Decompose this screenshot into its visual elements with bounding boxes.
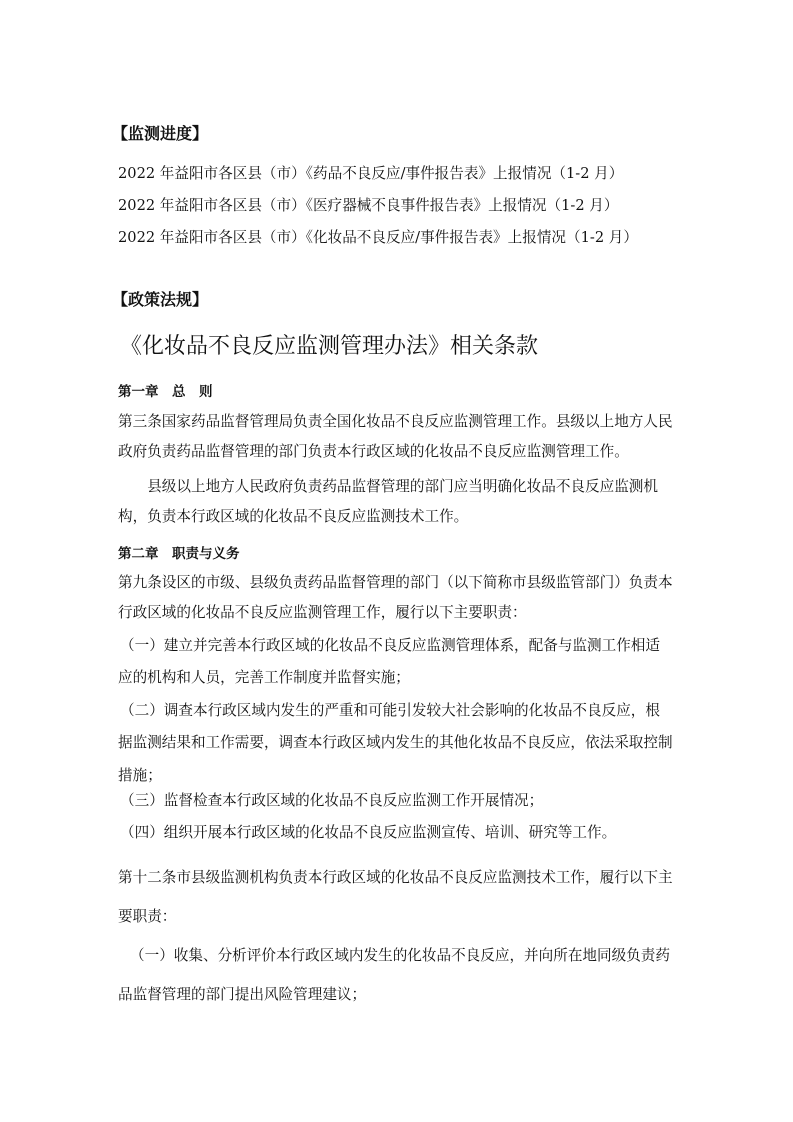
paragraph-line: 据监测结果和工作需要，调查本行政区域内发生的其他化妆品不良反应，依法采取控制 [118,734,673,751]
paragraph-line: 行政区域的化妆品不良反应监测管理工作，履行以下主要职责： [118,604,527,621]
paragraph-line: 措施； [118,767,162,784]
paragraph-line: 要职责： [118,908,177,925]
document-title: 《化妆品不良反应监测管理办法》相关条款 [120,334,539,359]
report-link-device[interactable]: 2022 年益阳市各区县（市）《医疗器械不良事件报告表》上报情况（1-2 月） [118,197,619,214]
report-link-cosmetic[interactable]: 2022 年益阳市各区县（市）《化妆品不良反应/事件报告表》上报情况（1-2 月） [118,229,638,246]
paragraph-line: 构，负责本行政区域的化妆品不良反应监测技术工作。 [118,508,469,525]
paragraph-line: （一）收集、分析评价本行政区域内发生的化妆品不良反应，并向所在地同级负责药 [130,947,670,964]
report-link-drug[interactable]: 2022 年益阳市各区县（市）《药品不良反应/事件报告表》上报情况（1-2 月） [118,165,624,182]
chapter-heading: 第二章 职责与义务 [118,546,240,562]
paragraph-line: （四）组织开展本行政区域的化妆品不良反应监测宣传、培训、研究等工作。 [120,824,617,841]
section-heading-policy: 【政策法规】 [112,290,209,309]
paragraph-line: （二）调查本行政区域内发生的严重和可能引发较大社会影响的化妆品不良反应，根 [120,702,660,719]
paragraph-line: 应的机构和人员，完善工作制度并监督实施； [118,669,410,686]
paragraph-line: 政府负责药品监督管理的部门负责本行政区域的化妆品不良反应监测管理工作。 [118,443,629,460]
paragraph-line: 第九条设区的市级、县级负责药品监督管理的部门（以下简称市县级监管部门）负责本 [118,574,673,591]
paragraph-line: 第三条国家药品监督管理局负责全国化妆品不良反应监测管理工作。县级以上地方人民 [118,413,673,430]
paragraph-line: 品监督管理的部门提出风险管理建议； [118,986,367,1003]
paragraph-line: （三）监督检查本行政区域的化妆品不良反应监测工作开展情况； [120,792,544,809]
section-heading-progress: 【监测进度】 [112,124,209,143]
paragraph-line: 第十二条市县级监测机构负责本行政区域的化妆品不良反应监测技术工作，履行以下主 [118,869,673,886]
paragraph-line: （一）建立并完善本行政区域的化妆品不良反应监测管理体系，配备与监测工作相适 [120,637,660,654]
paragraph-line: 县级以上地方人民政府负责药品监督管理的部门应当明确化妆品不良反应监测机 [118,478,658,495]
chapter-heading: 第一章 总 则 [118,384,213,400]
